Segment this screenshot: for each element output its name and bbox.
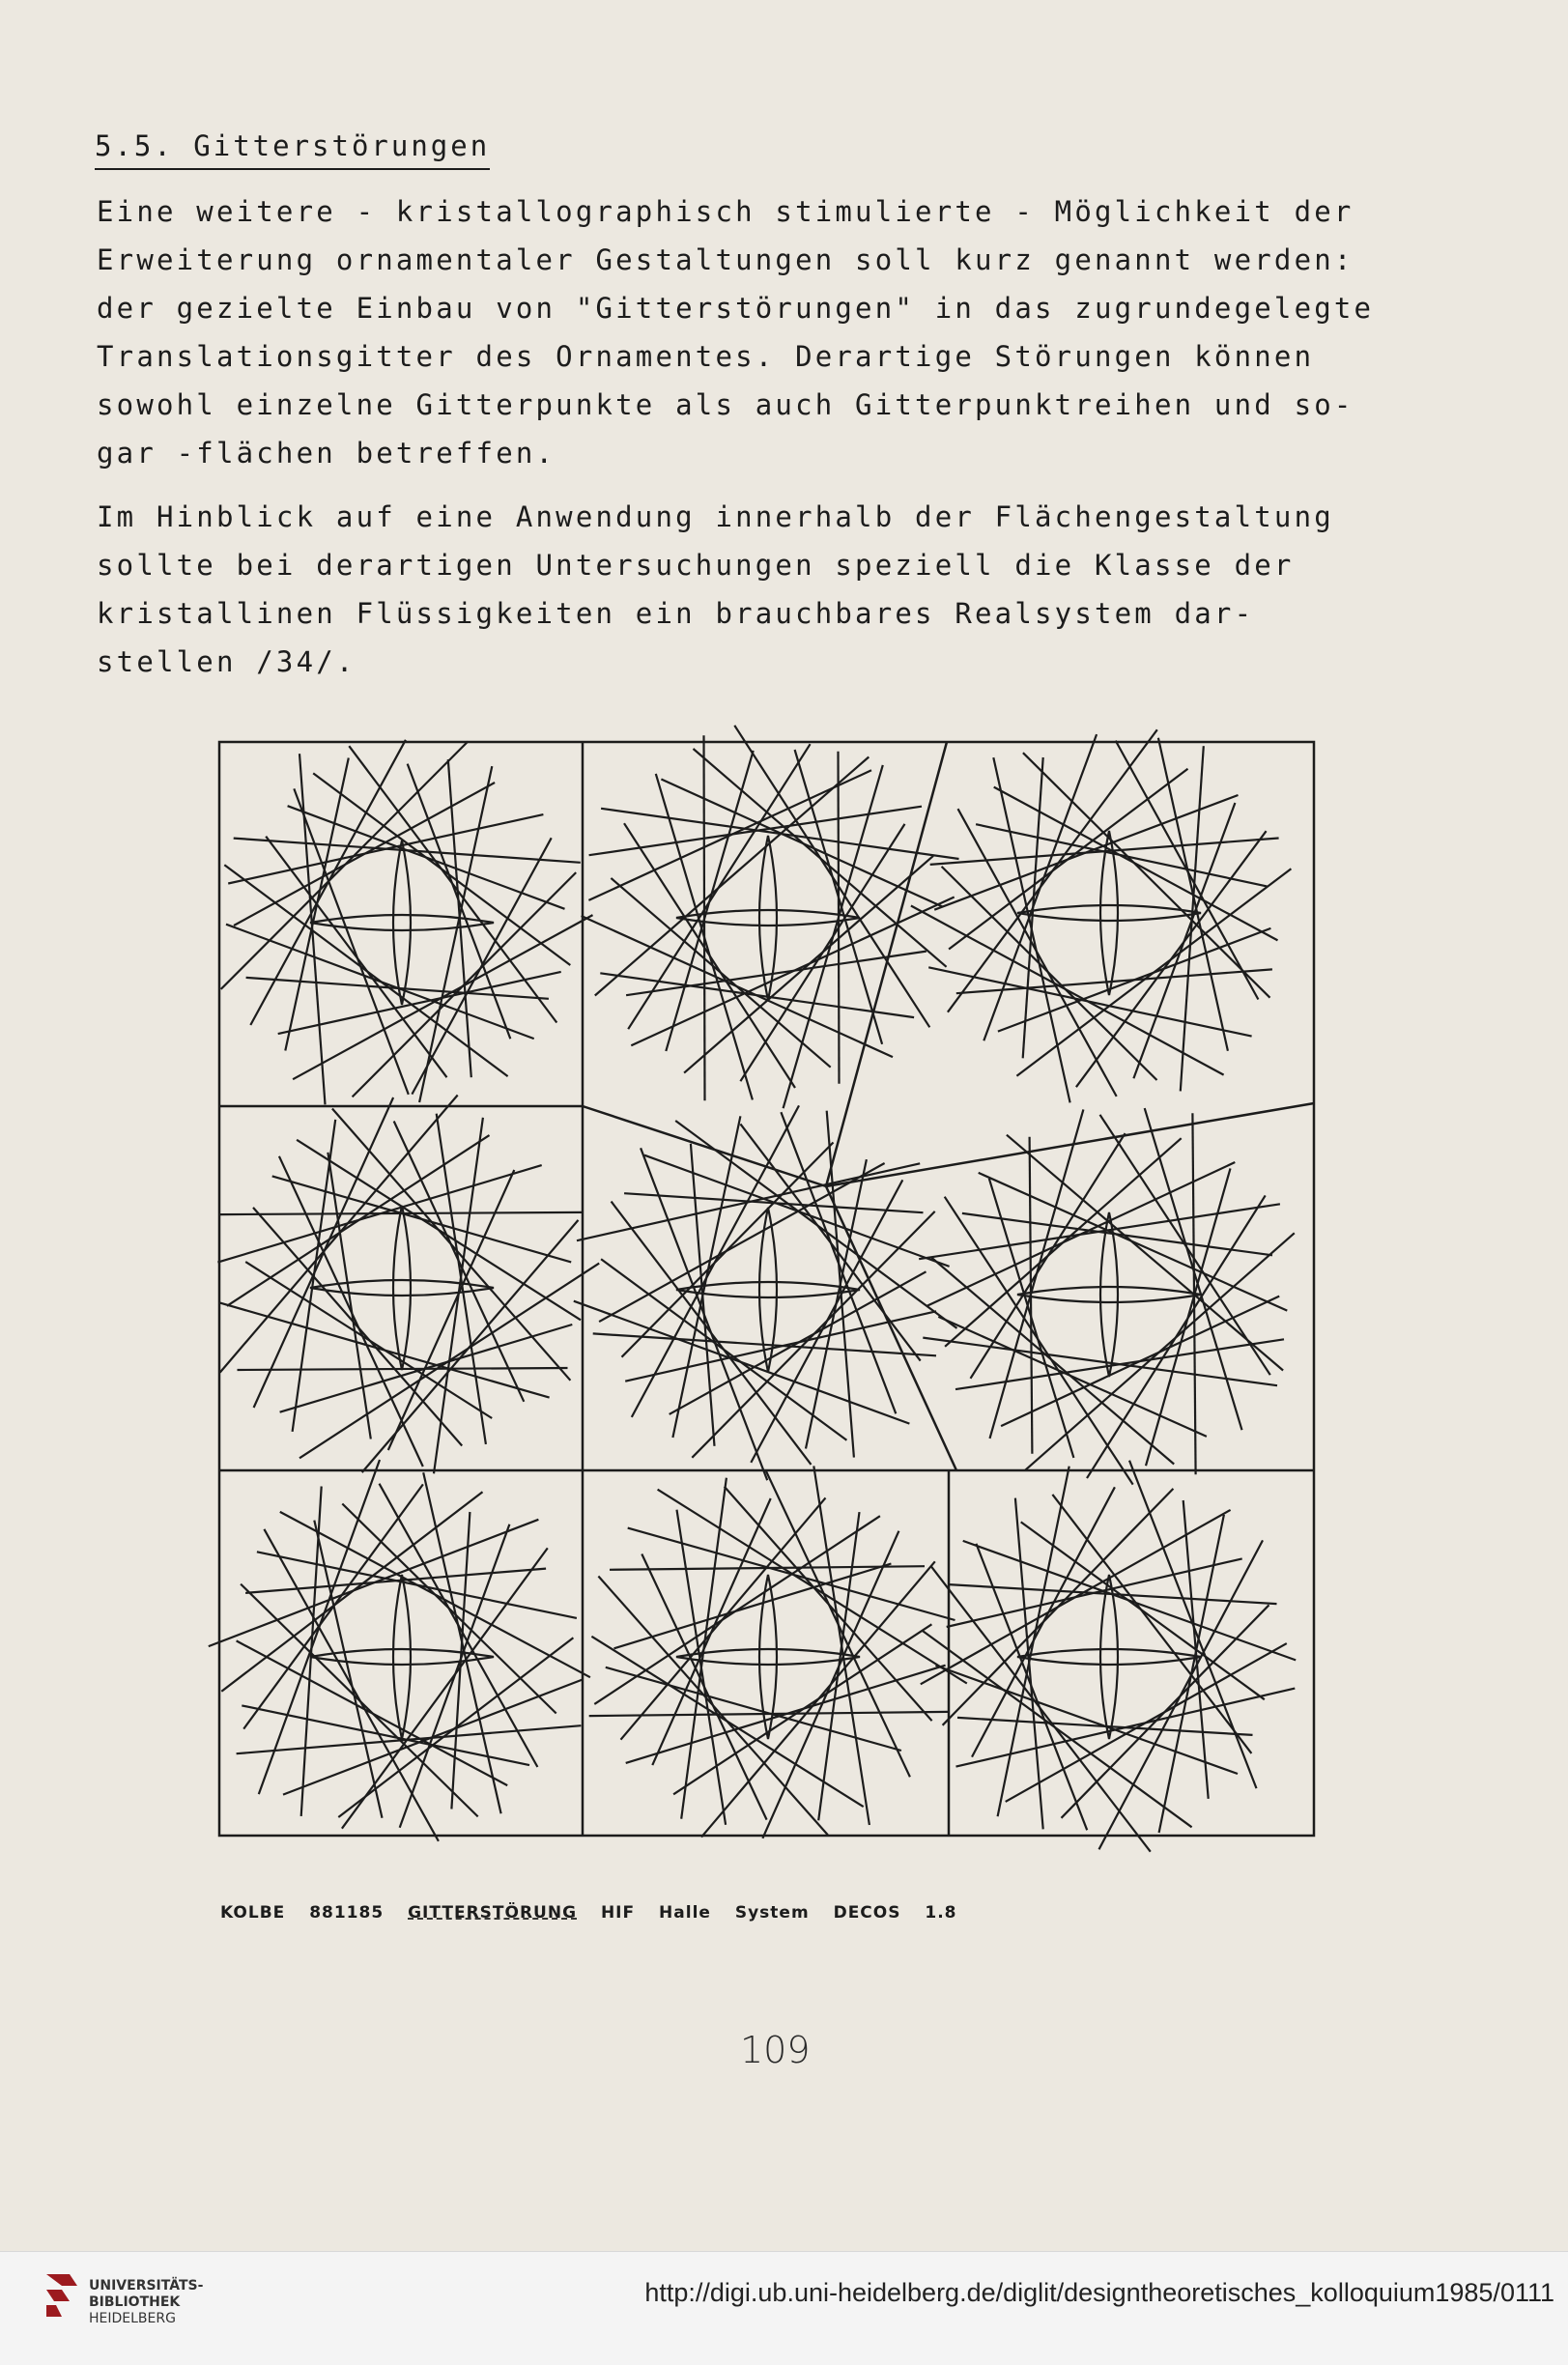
- ornament-lens: [1100, 1212, 1118, 1377]
- ornaments: [209, 726, 1296, 1852]
- caption-author: KOLBE: [220, 1903, 286, 1923]
- ornament-lens: [393, 841, 411, 1005]
- ornament: [217, 1096, 599, 1474]
- caption-code: 881185: [309, 1903, 385, 1923]
- ornament: [911, 729, 1292, 1102]
- ornament-lens: [393, 1206, 411, 1370]
- ornament-stroke: [278, 972, 561, 1034]
- library-line-2: BIBLIOTHEK: [89, 2294, 181, 2310]
- section-heading: 5.5. Gitterstörungen: [95, 129, 490, 170]
- ornament-lens: [1017, 905, 1201, 921]
- ornament-lens: [1100, 1575, 1118, 1739]
- ornament-stroke: [956, 969, 1272, 993]
- library-line-1: UNIVERSITÄTS-: [89, 2278, 204, 2294]
- ornament: [221, 740, 593, 1105]
- ornament: [209, 1460, 590, 1841]
- ornament: [582, 726, 959, 1108]
- disorder-line: [826, 1103, 1314, 1186]
- paragraph-1: Eine weitere - kristallographisch stimulierte - Möglichkeit der Erweiterung ornamentaler Gestaltungen soll kurz genannt werden: der gezielte Einbau von "Gitterstörungen" in das zugrundegelegte Translationsgitter des Ornamentes. Derartige Störungen können sowohl einzelne Gitterpunkte als auch Gitterpunktreihen und so- gar -flächen betreffen.: [97, 195, 1375, 470]
- caption-title: GITTERSTÖRUNG: [408, 1903, 578, 1923]
- ornament-stroke: [595, 757, 870, 996]
- ornament-stroke: [923, 1338, 1277, 1386]
- library-name: [89, 2278, 203, 2327]
- library-line-3: HEIDELBERG: [89, 2311, 176, 2326]
- ornament: [919, 1108, 1295, 1485]
- ornament-stroke: [419, 766, 492, 1102]
- figure-caption: [220, 1903, 957, 1923]
- caption-source: HIF Halle: [600, 1903, 711, 1923]
- paragraph-2: Im Hinblick auf eine Anwendung innerhalb der Flächengestaltung sollte bei derartigen Untersuchungen speziell die Klasse der kristallinen Flüssigkeiten ein brauchbares Realsystem dar- stellen /34/.: [97, 500, 1334, 678]
- ornament: [574, 1105, 957, 1480]
- permalink-url[interactable]: http://digi.ub.uni-heidelberg.de/diglit/designtheoretisches_kolloquium1985/0111: [644, 2278, 1554, 2307]
- ornament-stroke: [614, 1564, 892, 1649]
- ornament-lens: [393, 1575, 411, 1739]
- ornament: [589, 1466, 967, 1838]
- ornament-stroke: [294, 788, 409, 1095]
- page-number: 109: [740, 2029, 811, 2071]
- library-logo-icon: [43, 2270, 81, 2321]
- ornament-stroke: [1052, 1495, 1251, 1753]
- ornament-lens: [1017, 1287, 1201, 1302]
- disorder-line: [583, 1106, 826, 1186]
- ornament: [921, 1461, 1296, 1852]
- caption-system: System DECOS 1.8: [734, 1903, 957, 1923]
- ornament-lens: [1100, 831, 1118, 995]
- ornament-stroke: [626, 952, 927, 996]
- viewer-footer: [0, 2251, 1568, 2365]
